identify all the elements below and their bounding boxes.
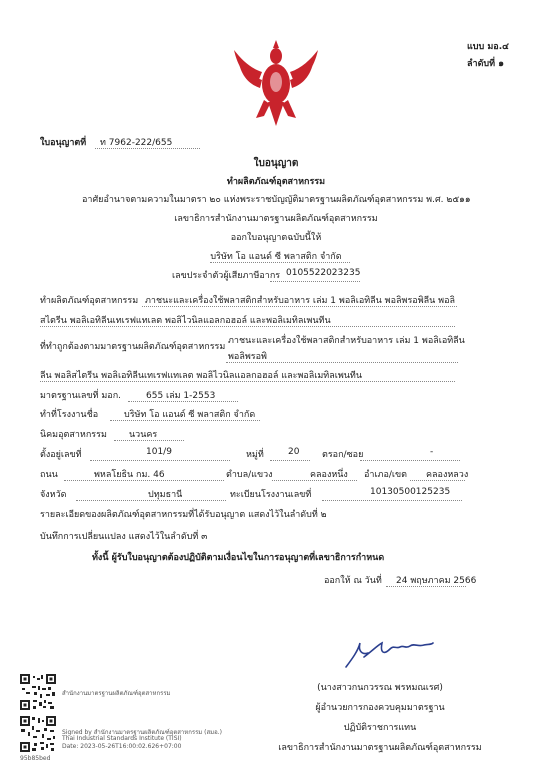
note-changes: บันทึกการเปลี่ยนแปลง แสดงไว้ในลำดับที่ ๓	[40, 532, 208, 542]
product-line-1: ภาชนะและเครื่องใช้พลาสติกสำหรับอาหาร เล่ม 1 พอลิเอทิลีน พอลิพรอพิลีน พอลิ	[145, 296, 456, 306]
standard-number-label: มาตรฐานเลขที่ มอก.	[40, 391, 122, 401]
road-value: พหลโยธิน กม. 46	[94, 470, 165, 480]
signer-position-3: เลขาธิการสำนักงานมาตรฐานผลิตภัณฑ์อุตสาหกรรม	[278, 743, 482, 753]
tax-id-value: 0105522023235	[286, 268, 361, 278]
factory-reg-value: 10130500125235	[370, 487, 451, 497]
address-number-label: ตั้งอยู่เลขที่	[40, 450, 82, 460]
qr-code-icon	[20, 716, 56, 752]
standard-desc-line-2: พอลิพรอพิ	[228, 352, 267, 362]
license-number-value: ท 7962-222/655	[100, 138, 173, 148]
intro-line-2: เลขาธิการสำนักงานมาตรฐานผลิตภัณฑ์อุตสาหกรรม	[174, 214, 378, 224]
product-line-2: สไตรีน พอลิเอทิลีนเทเรฟแทเลต พอลิไวนิลแอลกอฮอล์ และพอลิเมทิลเพนทีน	[40, 316, 331, 326]
moo-value: 20	[288, 447, 300, 457]
amphoe-label: อำเภอ/เขต	[364, 470, 407, 480]
signature-image	[338, 633, 438, 673]
road-label: ถนน	[40, 470, 58, 480]
signer-position-2: ปฏิบัติราชการแทน	[343, 723, 417, 733]
note-details: รายละเอียดของผลิตภัณฑ์อุตสาหกรรมที่ได้รับอนุญาต แสดงไว้ในลำดับที่ ๒	[40, 510, 327, 520]
factory-name: บริษัท โอ แอนด์ ซี พลาสติก จำกัด	[124, 410, 256, 420]
order-number: ลำดับที่ ๑	[467, 59, 504, 69]
license-number-label: ใบอนุญาตที่	[40, 138, 87, 148]
qr-code-icon	[20, 674, 56, 710]
province-value: ปทุมธานี	[148, 490, 183, 500]
soi-value: -	[430, 447, 434, 457]
signer-name: (นางสาวกนกวรรณ พรหมณเรศ)	[317, 683, 443, 693]
issue-date-value: 24 พฤษภาคม 2566	[396, 576, 477, 586]
standard-number-value: 655 เล่ม 1-2553	[146, 391, 216, 401]
issue-date-label: ออกให้ ณ วันที่	[324, 576, 382, 586]
garuda-seal-icon	[228, 38, 324, 128]
intro-line-1: อาศัยอำนาจตามความในมาตรา ๒๐ แห่งพระราชบัญญัติมาตรฐานผลิตภัณฑ์อุตสาหกรรม พ.ศ. ๒๕๑๑	[82, 195, 471, 205]
tax-id-label: เลขประจำตัวผู้เสียภาษีอากร	[172, 271, 281, 281]
moo-label: หมู่ที่	[246, 450, 264, 460]
signer-position-1: ผู้อำนวยการกองควบคุมมาตรฐาน	[315, 703, 445, 713]
factory-label: ทำที่โรงงานชื่อ	[40, 410, 99, 420]
province-label: จังหวัด	[40, 490, 67, 500]
standard-desc-label: ที่ทำถูกต้องตามมาตรฐานผลิตภัณฑ์อุตสาหกรรม	[40, 342, 226, 352]
company-name: บริษัท โอ แอนด์ ซี พลาสติก จำกัด	[210, 252, 342, 262]
estate-label: นิคมอุตสาหกรรม	[40, 430, 107, 440]
standard-desc-line-1: ภาชนะและเครื่องใช้พลาสติกสำหรับอาหาร เล่ม 1 พอลิเอทิลีน	[228, 336, 465, 346]
document-code: 95b85bed	[20, 755, 51, 762]
document-subtitle: ทำผลิตภัณฑ์อุตสาหกรรม	[226, 177, 326, 187]
form-code: แบบ มอ.๔	[467, 42, 509, 52]
soi-label: ตรอก/ซอย	[322, 450, 364, 460]
signing-date: Date: 2023-05-26T16:00:02.626+07:00	[62, 743, 182, 750]
note-conditions: ทั้งนี้ ผู้รับใบอนุญาตต้องปฏิบัติตามเงื่อนไขในการอนุญาตที่เลขาธิการกำหนด	[92, 553, 385, 563]
tambon-label: ตำบล/แขวง	[226, 470, 273, 480]
signing-institute: Thai Industrial Standards Institute (TISI)	[62, 735, 182, 742]
signed-by: Signed by สำนักงานมาตรฐานผลิตภัณฑ์อุตสาหกรรม (สมอ.)	[62, 729, 222, 736]
address-number-value: 101/9	[146, 447, 172, 457]
estate-value: นวนคร	[129, 430, 158, 440]
amphoe-value: คลองหลวง	[426, 470, 469, 480]
qr-caption: สำนักงานมาตรฐานผลิตภัณฑ์อุตสาหกรรม	[62, 690, 171, 697]
tambon-value: คลองหนึ่ง	[310, 470, 348, 480]
product-label: ทำผลิตภัณฑ์อุตสาหกรรม	[40, 296, 139, 306]
intro-line-3: ออกใบอนุญาตฉบับนี้ให้	[230, 233, 322, 243]
standard-desc-line-3: ลีน พอลิสไตรีน พอลิเอทิลีนเทเรฟแทเลต พอลิไวนิลแอลกอฮอล์ และพอลิเมทิลเพนทีน	[40, 371, 363, 381]
factory-reg-label: ทะเบียนโรงงานเลขที่	[230, 490, 312, 500]
document-title: ใบอนุญาต	[253, 158, 299, 169]
